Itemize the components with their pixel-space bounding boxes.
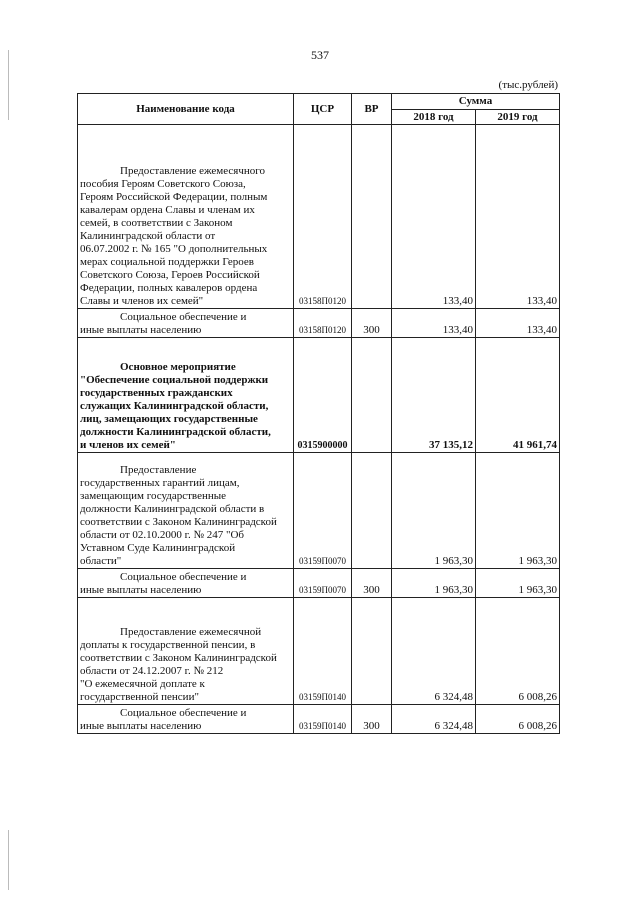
units-label: (тыс.рублей) xyxy=(498,79,558,91)
row-csr: 0315900000 xyxy=(294,338,352,453)
row-2019: 133,40 xyxy=(476,309,560,338)
row-2018: 133,40 xyxy=(392,125,476,309)
row-2018: 37 135,12 xyxy=(392,338,476,453)
row-2018: 1 963,30 xyxy=(392,453,476,569)
row-2019: 133,40 xyxy=(476,125,560,309)
row-vr xyxy=(352,453,392,569)
row-vr xyxy=(352,338,392,453)
row-csr: 03159П0140 xyxy=(294,705,352,734)
table-row xyxy=(78,125,560,309)
table-row xyxy=(78,705,560,734)
row-vr xyxy=(352,598,392,705)
row-vr: 300 xyxy=(352,309,392,338)
row-name: Социальное обеспечение и иные выплаты населению xyxy=(78,309,294,338)
header-sum: Сумма xyxy=(392,94,560,110)
table-row xyxy=(78,309,560,338)
row-2018: 6 324,48 xyxy=(392,705,476,734)
table-row xyxy=(78,569,560,598)
budget-table xyxy=(77,93,560,734)
row-name: Социальное обеспечение и иные выплаты населению xyxy=(78,569,294,598)
header-year-2019: 2019 год xyxy=(476,110,560,125)
table-row xyxy=(78,338,560,453)
row-csr: 03158П0120 xyxy=(294,125,352,309)
row-name: Социальное обеспечение и иные выплаты населению xyxy=(78,705,294,734)
row-2018: 133,40 xyxy=(392,309,476,338)
scan-mark xyxy=(8,830,9,890)
row-2018: 6 324,48 xyxy=(392,598,476,705)
row-csr: 03159П0070 xyxy=(294,453,352,569)
header-year-2018: 2018 год xyxy=(392,110,476,125)
row-vr xyxy=(352,125,392,309)
row-2019: 1 963,30 xyxy=(476,453,560,569)
scan-mark xyxy=(8,50,9,120)
header-name: Наименование кода xyxy=(78,94,294,125)
row-2019: 6 008,26 xyxy=(476,705,560,734)
table-row xyxy=(78,598,560,705)
row-name: Основное мероприятие "Обеспечение социальной поддержки государственных гражданских служащих Калининградской области, лиц, замещающих государственные должности Калининградской области, и членов их семей" xyxy=(78,338,294,453)
row-vr: 300 xyxy=(352,569,392,598)
row-name: Предоставление государственных гарантий лицам, замещающим государственные должности Калининградской области в соответствии с Законом Калининградской области от 02.10.2000 г. № 247 "Об Уставном Суде Калининградской области" xyxy=(78,453,294,569)
page-number: 537 xyxy=(311,48,329,62)
row-name: Предоставление ежемесячного пособия Героям Советского Союза, Героям Российской Федерации, полным кавалерам ордена Славы и членам их семей, в соответствии с Законом Калининградской области от 06.07.2002 г. № 165 "О дополнительных мерах социальной поддержки Героев Советского Союза, Героев Российской Федерации, полных кавалеров ордена Славы и членов их семей" xyxy=(78,125,294,309)
row-vr: 300 xyxy=(352,705,392,734)
row-2019: 1 963,30 xyxy=(476,569,560,598)
row-2019: 6 008,26 xyxy=(476,598,560,705)
row-csr: 03159П0140 xyxy=(294,598,352,705)
row-2018: 1 963,30 xyxy=(392,569,476,598)
row-csr: 03159П0070 xyxy=(294,569,352,598)
header-csr: ЦСР xyxy=(294,94,352,125)
row-2019: 41 961,74 xyxy=(476,338,560,453)
header-vr: ВР xyxy=(352,94,392,125)
row-name: Предоставление ежемесячной доплаты к государственной пенсии, в соответствии с Законом Калининградской области от 24.12.2007 г. № 212 "О ежемесячной доплате к государственной пенсии" xyxy=(78,598,294,705)
row-csr: 03158П0120 xyxy=(294,309,352,338)
table-row xyxy=(78,453,560,569)
